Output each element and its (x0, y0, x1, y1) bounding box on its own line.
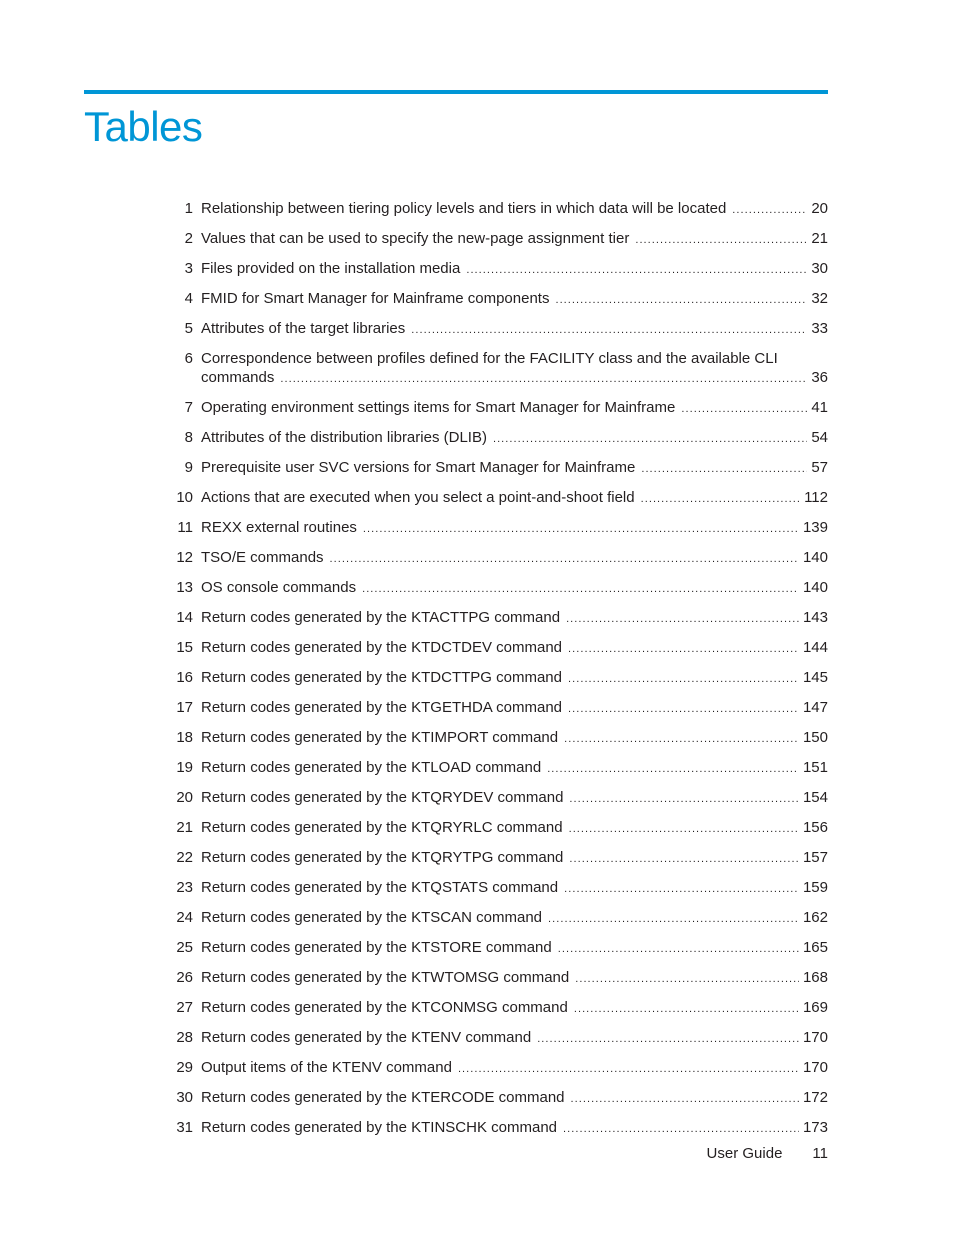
page-title: Tables (84, 103, 203, 150)
dot-leader (458, 1058, 799, 1079)
dot-leader (280, 368, 807, 389)
entry-number: 10 (176, 489, 193, 506)
tables-list (160, 196, 828, 1139)
entry-number: 18 (176, 729, 193, 746)
entry-page[interactable]: 143 (802, 609, 828, 626)
entry-title[interactable]: Return codes generated by the KTQRYDEV command (201, 789, 564, 806)
dot-leader (363, 518, 799, 539)
dot-leader (571, 1088, 799, 1109)
entry-title[interactable]: Return codes generated by the KTDCTDEV command (201, 639, 563, 656)
entry-title[interactable]: Return codes generated by the KTIMPORT command (201, 729, 559, 746)
entry-number: 28 (176, 1029, 193, 1046)
toc-entry[interactable] (160, 968, 828, 989)
toc-entry[interactable] (160, 1058, 828, 1079)
dot-leader (537, 1028, 799, 1049)
toc-entry[interactable] (160, 758, 828, 779)
toc-entry[interactable] (160, 938, 828, 959)
toc-entry[interactable] (160, 518, 828, 539)
entry-page[interactable]: 172 (802, 1089, 828, 1106)
toc-entry[interactable] (160, 458, 828, 479)
entry-page[interactable]: 139 (802, 519, 828, 536)
toc-entry[interactable] (160, 289, 828, 310)
entry-title[interactable]: Return codes generated by the KTQSTATS command (201, 879, 559, 896)
dot-leader (568, 638, 799, 659)
dot-leader (568, 698, 799, 719)
toc-entry[interactable] (160, 728, 828, 749)
toc-entry[interactable] (160, 848, 828, 869)
entry-number: 12 (176, 549, 193, 566)
entry-number: 6 (184, 350, 193, 367)
dot-leader (466, 259, 807, 280)
page-footer (707, 1144, 828, 1163)
toc-entry[interactable] (160, 488, 828, 509)
entry-number: 26 (176, 969, 193, 986)
toc-entry[interactable] (160, 578, 828, 599)
entry-page[interactable]: 33 (811, 320, 828, 337)
entry-title[interactable]: FMID for Smart Manager for Mainframe components (201, 290, 550, 307)
entry-page[interactable]: 157 (802, 849, 828, 866)
entry-number: 20 (176, 789, 193, 806)
entry-number: 7 (184, 399, 193, 416)
entry-title[interactable]: Output items of the KTENV command (201, 1059, 452, 1076)
toc-entry[interactable] (160, 668, 828, 689)
entry-page[interactable]: 150 (802, 729, 828, 746)
entry-title[interactable]: Return codes generated by the KTSCAN command (201, 909, 543, 926)
entry-title[interactable]: Return codes generated by the KTCONMSG command (201, 999, 568, 1016)
dot-leader (564, 728, 799, 749)
toc-entry[interactable] (160, 908, 828, 929)
entry-page[interactable]: 20 (811, 200, 828, 217)
entry-title[interactable]: OS console commands (201, 579, 357, 596)
entry-title[interactable]: Actions that are executed when you select a point-and-shoot field (201, 489, 635, 506)
entry-number: 16 (176, 669, 193, 686)
entry-page[interactable]: 144 (802, 639, 828, 656)
entry-page[interactable]: 170 (802, 1059, 828, 1076)
entry-number: 11 (177, 519, 193, 536)
entry-number: 22 (176, 849, 193, 866)
entry-number: 19 (176, 759, 193, 776)
toc-entry[interactable] (160, 259, 828, 280)
toc-entry[interactable] (160, 638, 828, 659)
footer-page-number: 11 (812, 1145, 828, 1162)
entry-page[interactable]: 173 (802, 1119, 828, 1136)
entry-title[interactable]: Return codes generated by the KTSTORE command (201, 939, 552, 956)
toc-entry[interactable] (160, 998, 828, 1019)
toc-entry[interactable] (160, 199, 828, 220)
entry-title[interactable]: TSO/E commands (201, 549, 324, 566)
entry-number: 14 (176, 609, 193, 626)
entry-title[interactable]: REXX external routines (201, 519, 357, 536)
header-rule (84, 90, 828, 94)
dot-leader (563, 1118, 799, 1139)
entry-page[interactable]: 41 (811, 399, 828, 416)
toc-entry[interactable] (160, 349, 828, 389)
toc-entry[interactable] (160, 788, 828, 809)
entry-title[interactable]: Return codes generated by the KTINSCHK command (201, 1119, 558, 1136)
entry-page[interactable]: 169 (802, 999, 828, 1016)
dot-leader (564, 878, 799, 899)
entry-number: 24 (176, 909, 193, 926)
entry-number: 2 (184, 230, 193, 247)
entry-page[interactable]: 147 (802, 699, 828, 716)
entry-number: 17 (176, 699, 193, 716)
toc-entry[interactable] (160, 229, 828, 250)
entry-page[interactable]: 57 (811, 459, 828, 476)
toc-entry[interactable] (160, 1118, 828, 1139)
footer-label: User Guide (706, 1145, 783, 1162)
entry-title[interactable]: Return codes generated by the KTENV command (201, 1029, 532, 1046)
entry-page[interactable]: 112 (804, 489, 828, 506)
dot-leader (558, 938, 799, 959)
dot-leader (569, 848, 799, 869)
entry-page[interactable]: 30 (811, 260, 828, 277)
dot-leader (574, 998, 799, 1019)
dot-leader (547, 758, 799, 779)
entry-title[interactable]: Return codes generated by the KTACTTPG command (201, 609, 561, 626)
toc-entry[interactable] (160, 319, 828, 340)
dot-leader (330, 548, 799, 569)
entry-page[interactable]: 165 (802, 939, 828, 956)
toc-entry[interactable] (160, 1088, 828, 1109)
entry-title[interactable]: Return codes generated by the KTERCODE command (201, 1089, 565, 1106)
entry-page[interactable]: 21 (811, 230, 828, 247)
entry-page[interactable]: 36 (811, 369, 828, 386)
entry-title[interactable]: Return codes generated by the KTQRYRLC command (201, 819, 563, 836)
dot-leader (411, 319, 807, 340)
entry-title[interactable]: Return codes generated by the KTDCTTPG command (201, 669, 562, 686)
toc-entry[interactable] (160, 698, 828, 719)
entry-number: 31 (176, 1119, 193, 1136)
entry-title[interactable]: Return codes generated by the KTLOAD command (201, 759, 542, 776)
entry-title[interactable]: Attributes of the target libraries (201, 320, 406, 337)
entry-number: 25 (176, 939, 193, 956)
entry-title[interactable]: Values that can be used to specify the new-page assignment tier (201, 230, 630, 247)
dot-leader (548, 908, 799, 929)
entry-number: 27 (176, 999, 193, 1016)
toc-entry[interactable] (160, 398, 828, 419)
entry-number: 29 (176, 1059, 193, 1076)
entry-page[interactable]: 170 (802, 1029, 828, 1046)
entry-number: 1 (184, 200, 193, 217)
entry-number: 4 (184, 290, 193, 307)
entry-page[interactable]: 156 (802, 819, 828, 836)
dot-leader (566, 608, 799, 629)
toc-entry[interactable] (160, 608, 828, 629)
dot-leader (732, 199, 807, 220)
entry-title[interactable]: Operating environment settings items for Smart Manager for Mainframe (201, 399, 676, 416)
dot-leader (569, 818, 799, 839)
toc-entry[interactable] (160, 548, 828, 569)
entry-title[interactable]: Attributes of the distribution libraries (DLIB) (201, 429, 487, 446)
entry-number: 21 (176, 819, 193, 836)
entry-number: 30 (176, 1089, 193, 1106)
entry-page[interactable]: 159 (802, 879, 828, 896)
entry-title[interactable]: Return codes generated by the KTQRYTPG command (201, 849, 564, 866)
entry-title[interactable]: Return codes generated by the KTWTOMSG command (201, 969, 570, 986)
toc-entry[interactable] (160, 878, 828, 899)
entry-page[interactable]: 162 (802, 909, 828, 926)
entry-page[interactable]: 140 (802, 579, 828, 596)
entry-page[interactable]: 154 (802, 789, 828, 806)
toc-entry[interactable] (160, 428, 828, 449)
dot-leader (555, 289, 807, 310)
dot-leader (575, 968, 799, 989)
entry-title[interactable]: Prerequisite user SVC versions for Smart Manager for Mainframe (201, 459, 636, 476)
entry-page[interactable]: 54 (811, 429, 828, 446)
dot-leader (681, 398, 807, 419)
toc-entry[interactable] (160, 1028, 828, 1049)
entry-page[interactable]: 145 (802, 669, 828, 686)
entry-title[interactable]: Files provided on the installation media (201, 260, 461, 277)
dot-leader (362, 578, 799, 599)
entry-number: 3 (184, 260, 193, 277)
entry-page[interactable]: 140 (802, 549, 828, 566)
dot-leader (569, 788, 799, 809)
entry-page[interactable]: 151 (802, 759, 828, 776)
dot-leader (493, 428, 807, 449)
entry-number: 5 (184, 320, 193, 337)
entry-page[interactable]: 32 (811, 290, 828, 307)
entry-title-line1[interactable]: Correspondence between profiles defined for the FACILITY class and the available CLI (201, 350, 778, 367)
entry-number: 13 (176, 579, 193, 596)
dot-leader (641, 458, 807, 479)
entry-page[interactable]: 168 (802, 969, 828, 986)
entry-title[interactable]: Relationship between tiering policy levels and tiers in which data will be located (201, 200, 727, 217)
entry-title[interactable]: commands (201, 369, 275, 386)
entry-number: 8 (184, 429, 193, 446)
dot-leader (641, 488, 800, 509)
toc-entry[interactable] (160, 818, 828, 839)
entry-title[interactable]: Return codes generated by the KTGETHDA command (201, 699, 563, 716)
dot-leader (635, 229, 807, 250)
entry-number: 9 (184, 459, 193, 476)
entry-number: 15 (176, 639, 193, 656)
entry-number: 23 (176, 879, 193, 896)
dot-leader (568, 668, 799, 689)
